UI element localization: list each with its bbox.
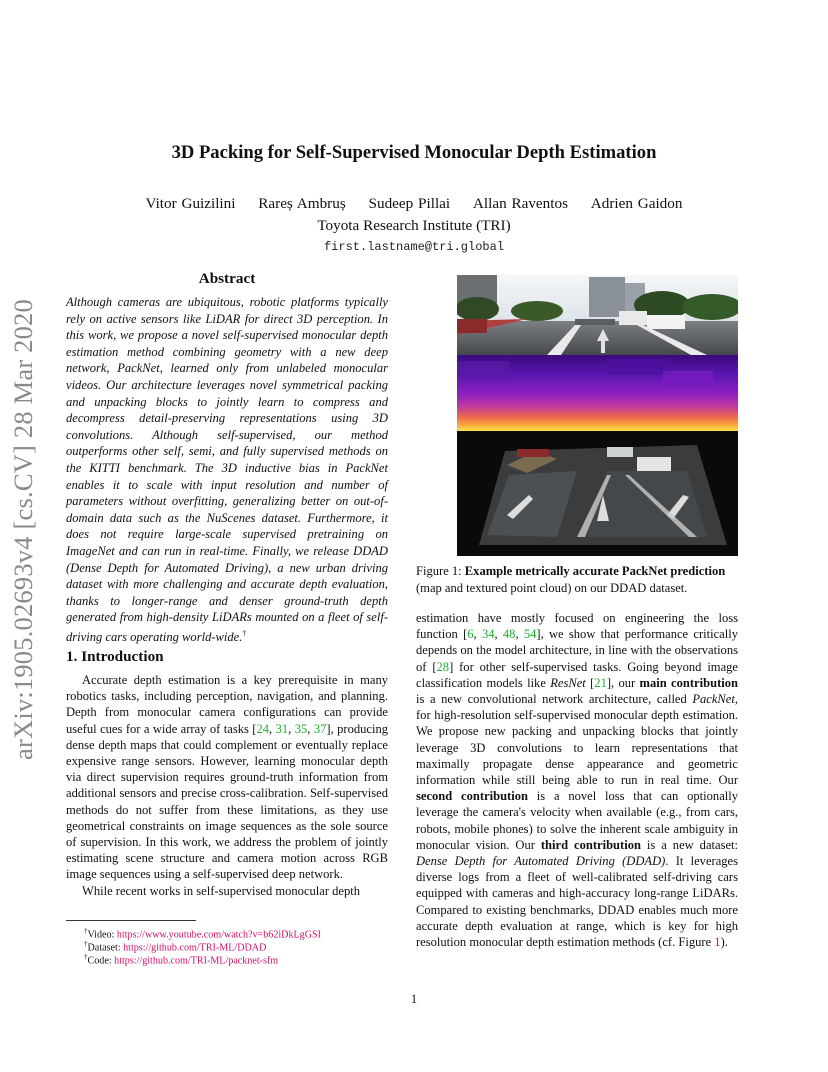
body-text-bold: main contribution <box>639 675 738 690</box>
footnote-mark: † <box>84 927 88 935</box>
body-text-italic: Dense Depth for Automated Driving (DDAD) <box>416 854 666 869</box>
citation-link[interactable]: 28 <box>436 659 450 674</box>
footnote-label: Code: <box>87 955 112 967</box>
body-text: , for high-resolution self-supervised monocular depth estimation. We propose new packing and unpacking blocks that jointly leverage 3D convolutions to learn representations that maximally propagate dense appearance and geometric information while still being able to run in real time. Our <box>416 692 738 788</box>
affiliation: Toyota Research Institute (TRI) <box>317 217 511 234</box>
citation-link[interactable]: 6 <box>467 627 474 642</box>
footnote-mark: † <box>242 628 247 638</box>
section-heading-introduction: 1. Introduction <box>66 648 164 665</box>
footnote-label: Dataset: <box>87 942 121 954</box>
body-text-italic: ResNet <box>550 675 586 690</box>
abstract-text <box>66 294 388 646</box>
figure-reference-link[interactable]: 1 <box>714 935 721 950</box>
email: first.lastname@tri.global <box>323 240 505 254</box>
right-column-paragraph: estimation have mostly focused on engineering the loss function [6, 34, 48, 54], we show that performance critically depends on the model architecture, in line with the observations of [28] for other self-supervised tasks. Going beyond image classification models like ResNet [21], our main contribution is a new convolutional network architecture, called PackNet, for high-resolution self-supervised monocular depth estimation. We propose new packing and unpacking blocks that jointly leverage 3D convolutions to learn representations that maximally propagate dense appearance and geometric information while still being able to run in real time. Our second contribution is a novel loss that can optionally leverage the camera's velocity when available (e.g., from cars, robots, mobile phones) to solve the inherent scale ambiguity in monocular vision. Our third contribution is a new dataset: Dense Depth for Automated Driving (DDAD). It leverages diverse logs from a fleet of well-calibrated self-driving cars equipped with cameras and high-accuracy long-range LiDARs. Compared to existing benchmarks, DDAD enables much more accurate depth evaluation at range, which is key for high resolution monocular depth estimation methods (cf. Figure 1). <box>416 611 739 950</box>
arxiv-stamp: arXiv:1905.02693v4 [cs.CV] 28 Mar 2020 <box>8 299 38 760</box>
point-cloud <box>457 431 738 556</box>
citation-link[interactable]: 35 <box>294 721 308 736</box>
author: Adrien Gaidon <box>590 195 683 212</box>
caption-bold: Example metrically accurate PackNet prediction <box>464 564 726 578</box>
abstract-heading: Abstract <box>198 270 256 287</box>
citation-link[interactable]: 48 <box>502 627 516 642</box>
footnote-mark: † <box>84 940 88 948</box>
citation-link[interactable]: 54 <box>523 627 537 642</box>
citation-link[interactable]: 34 <box>481 627 495 642</box>
footnote-label: Video: <box>87 929 115 941</box>
figure-caption <box>416 563 738 596</box>
caption-label: Figure 1: <box>416 564 462 578</box>
body-text: is a new convolutional network architecture, called <box>416 692 693 707</box>
intro-text: Accurate depth estimation is a key prerequisite in many robotics tasks, including perception, navigation, and planning. Depth from monocular camera configurations can provide useful cues for a wide array of tasks [ <box>66 673 388 736</box>
author: Allan Raventos <box>472 195 568 212</box>
page-number: 1 <box>410 992 418 1006</box>
author: Vitor Guizilini <box>145 195 236 212</box>
intro-paragraph: Accurate depth estimation is a key prerequisite in many robotics tasks, including perception, navigation, and planning. Depth from monocular camera configurations can provide useful cues for a wide array of tasks [24, 31, 35, 37], producing dense depth maps that could complement or eventually replace expensive range sensors. However, learning monocular depth via direct supervision requires ground-truth information from additional sensors and precise cross-calibration. Self-supervised methods do not suffer from these limitations, as they use geometrical constraints on image sequences as the sole source of supervision. In this work, we address the problem of jointly estimating scene structure and camera motion across RGB image sequences using a self-supervised deep network. While recent works in self-supervised monocular depth <box>66 673 389 898</box>
body-text: is a novel loss that can optionally leverage the camera's velocity when available (e.g., from cars, robots, mobile phones) to solve the inherent scale ambiguity in monocular vision. Our <box>416 789 739 852</box>
caption-text: (map and textured point cloud) on our DDAD dataset. <box>416 580 688 595</box>
video-link[interactable]: https://www.youtube.com/watch?v=b62iDkLgGSI <box>116 929 321 941</box>
body-text-italic: PackNet <box>692 692 735 707</box>
author-list <box>0 195 828 213</box>
author: Sudeep Pillai <box>368 195 451 212</box>
abstract-body-text: Although cameras are ubiquitous, robotic platforms typically rely on active sensors like LiDAR for direct 3D perception. In this work, we propose a novel self-supervised monocular depth estimation method combining geometry with a new deep network, PackNet, learned only from unlabeled monocular videos. Our architecture leverages novel symmetrical packing and unpacking blocks to jointly learn to compress and decompress detail-preserving representations using 3D convolutions. Although self-supervised, our method outperforms other self, semi, and fully supervised methods on the KITTI benchmark. The 3D inductive bias in PackNet enables it to scale with input resolution and number of parameters without overfitting, generalizing better on out-of-domain data such as the NuScenes dataset. Furthermore, it does not require large-scale supervised pretraining on ImageNet and can run in real-time. Finally, we release DDAD (Dense Depth for Automated Driving), a new urban driving dataset with more challenging and accurate depth evaluation, thanks to longer-range and denser ground-truth depth generated from high-density LiDARs mounted on a fleet of self-driving cars operating world-wide. <box>66 295 388 645</box>
body-text-bold: third contribution <box>540 837 641 852</box>
depth-map <box>457 355 738 431</box>
footnote-mark: † <box>84 953 88 961</box>
paper-title: 3D Packing for Self-Supervised Monocular Depth Estimation <box>171 142 657 163</box>
footnote-divider <box>66 920 196 921</box>
body-text: ). <box>720 935 728 950</box>
body-text: is a new dataset: <box>640 837 738 852</box>
body-text: ] for other self-supervised tasks. Going beyond image classification models like <box>416 659 738 690</box>
intro-text: ], producing dense depth maps that could complement or eventually replace expensive range sensors. However, learning monocular depth via direct supervision requires ground-truth information from additional sensors and precise cross-calibration. Self-supervised methods do not suffer from these limitations, as they use geometrical constraints on image sequences as the sole source of supervision. In this work, we address the problem of jointly estimating scene structure and camera motion across RGB image sequences using a self-supervised deep network. <box>66 721 389 882</box>
body-text-bold: second contribution <box>416 789 528 804</box>
intro-text: While recent works in self-supervised monocular depth <box>82 883 361 898</box>
citation-link[interactable]: 31 <box>275 721 289 736</box>
figure-1 <box>457 275 738 556</box>
footnote-code <box>84 951 278 967</box>
rgb-image <box>457 275 738 355</box>
body-text: . It leverages diverse logs from a fleet of well-calibrated self-driving cars equipped with cameras and high-accuracy long-range LiDARs. Compared to existing benchmarks, DDAD enables much more accurate depth evaluation at range, which is key for high resolution monocular depth estimation methods (cf. Figure <box>416 854 738 950</box>
citation-link[interactable]: 21 <box>594 675 607 690</box>
body-text: ], we show that performance critically depends on the model architecture, in line with the observations of [ <box>416 627 738 674</box>
citation-link[interactable]: 37 <box>313 721 327 736</box>
body-text: estimation have mostly focused on engineering the loss function [ <box>416 611 738 642</box>
body-text: ], our <box>606 675 640 690</box>
author: Rareș Ambruș <box>258 195 346 212</box>
dataset-link[interactable]: https://github.com/TRI-ML/DDAD <box>123 942 267 954</box>
code-link[interactable]: https://github.com/TRI-ML/packnet-sfm <box>114 955 279 967</box>
citation-link[interactable]: 24 <box>256 721 270 736</box>
